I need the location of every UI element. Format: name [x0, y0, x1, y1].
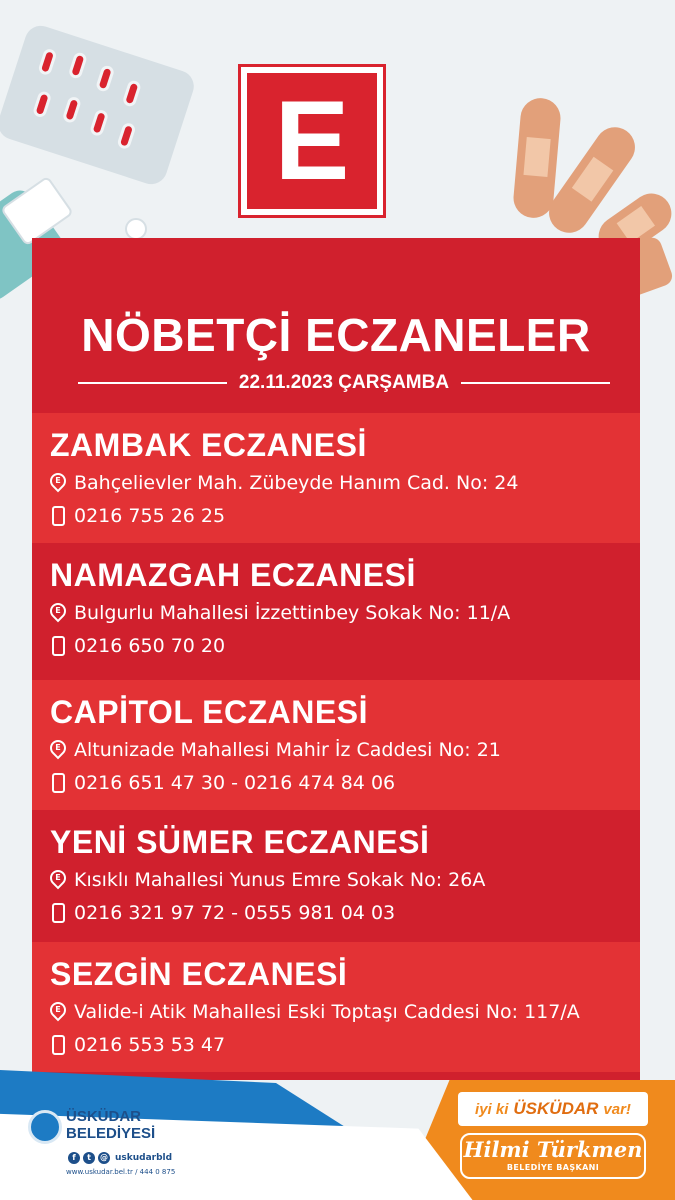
- tablet-icon: [125, 218, 147, 240]
- instagram-icon[interactable]: @: [100, 1153, 108, 1162]
- pill-icon: [116, 122, 136, 151]
- municipality-emblem-icon: [28, 1110, 62, 1144]
- pharmacy-phone: 0216 650 70 20: [74, 635, 226, 657]
- pharmacy-address: Valide-i Atik Mahallesi Eski Toptaşı Caddesi No: 117/A: [74, 1001, 580, 1023]
- mayor-name: Hilmi Türkmen: [463, 1137, 643, 1162]
- social-handle: uskudarbld: [115, 1153, 173, 1163]
- social-links: [68, 1152, 172, 1164]
- pharmacy-logo: [241, 67, 383, 215]
- location-pin-icon: E: [50, 603, 66, 623]
- twitter-icon[interactable]: t: [83, 1152, 95, 1164]
- pill-icon: [32, 90, 52, 119]
- pill-icon: [62, 95, 82, 124]
- phone-row: [50, 770, 640, 796]
- pharmacy-card: [32, 680, 640, 810]
- slogan-brand: ÜSKÜDAR: [513, 1099, 599, 1118]
- pharmacy-address: Kısıklı Mahallesi Yunus Emre Sokak No: 26A: [74, 869, 486, 891]
- address-row: [50, 999, 640, 1025]
- page-title: NÖBETÇİ ECZANELER: [81, 309, 591, 361]
- pharmacy-phone: 0216 553 53 47: [74, 1034, 226, 1056]
- phone-row: [50, 633, 640, 659]
- slogan-suffix: var!: [603, 1100, 631, 1118]
- phone-row: [50, 900, 640, 926]
- pharmacy-card: [32, 810, 640, 940]
- pharmacy-name: CAPİTOL ECZANESİ: [50, 694, 368, 730]
- phone-row: [50, 1032, 640, 1058]
- slogan-banner: [458, 1092, 648, 1126]
- pill-blister-illustration: [0, 22, 198, 189]
- pharmacy-card: [32, 413, 640, 543]
- location-pin-icon: E: [50, 740, 66, 760]
- pharmacy-card: [32, 543, 640, 673]
- phone-icon: [52, 1035, 65, 1055]
- municipality-logo: [28, 1108, 178, 1188]
- slogan-prefix: iyi ki: [475, 1100, 509, 1118]
- divider: [461, 382, 610, 384]
- pill-icon: [122, 79, 142, 108]
- pill-icon: [68, 51, 88, 80]
- mayor-signature: [460, 1133, 646, 1179]
- address-row: [50, 470, 640, 496]
- pharmacy-address: Bulgurlu Mahallesi İzzettinbey Sokak No: 11/A: [74, 602, 511, 624]
- phone-row: [50, 503, 640, 529]
- pharmacy-logo-letter: E: [274, 78, 350, 203]
- date-row: [78, 369, 610, 397]
- phone-icon: [52, 636, 65, 656]
- phone-icon: [52, 903, 65, 923]
- pharmacy-name: ZAMBAK ECZANESİ: [50, 427, 367, 463]
- date-label: 22.11.2023 ÇARŞAMBA: [238, 372, 450, 393]
- location-pin-icon: E: [50, 473, 66, 493]
- pharmacy-name: YENİ SÜMER ECZANESİ: [50, 824, 430, 860]
- pharmacy-name: SEZGİN ECZANESİ: [50, 956, 348, 992]
- pill-icon: [89, 108, 109, 137]
- pharmacy-phone: 0216 321 97 72 - 0555 981 04 03: [74, 902, 396, 924]
- municipality-name: ÜSKÜDAR BELEDİYESİ: [66, 1108, 156, 1142]
- facebook-icon[interactable]: f: [68, 1152, 80, 1164]
- pharmacy-address: Bahçelievler Mah. Zübeyde Hanım Cad. No: 24: [74, 472, 519, 494]
- address-row: [50, 737, 640, 763]
- mayor-title: BELEDİYE BAŞKANI: [506, 1163, 600, 1172]
- pharmacy-card: [32, 942, 640, 1072]
- address-row: [50, 867, 640, 893]
- location-pin-icon: E: [50, 870, 66, 890]
- pharmacy-phone: 0216 755 26 25: [74, 505, 226, 527]
- location-pin-icon: E: [50, 1002, 66, 1022]
- pharmacy-address: Altunizade Mahallesi Mahir İz Caddesi No: 21: [74, 739, 501, 761]
- phone-icon: [52, 773, 65, 793]
- phone-icon: [52, 506, 65, 526]
- pharmacy-name: NAMAZGAH ECZANESİ: [50, 557, 416, 593]
- pill-icon: [95, 64, 115, 93]
- pharmacy-phone: 0216 651 47 30 - 0216 474 84 06: [74, 772, 396, 794]
- divider: [78, 382, 227, 384]
- website-text: www.uskudar.bel.tr / 444 0 875: [66, 1168, 176, 1176]
- pill-icon: [37, 48, 57, 77]
- address-row: [50, 600, 640, 626]
